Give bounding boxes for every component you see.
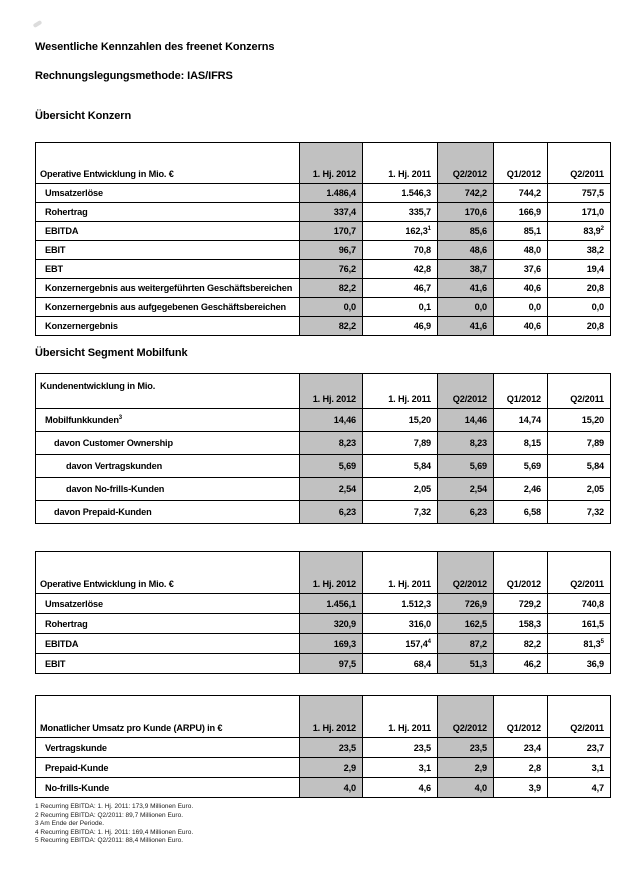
value-cell: 38,2 — [548, 241, 611, 260]
value-cell: 23,5 — [363, 738, 438, 758]
value-cell: 2,9 — [438, 758, 494, 778]
value-cell: 320,9 — [300, 614, 363, 634]
table-header-label: Kundenentwicklung in Mio. — [36, 374, 300, 409]
value-cell: 757,5 — [548, 184, 611, 203]
value-cell: 316,0 — [363, 614, 438, 634]
row-label: davon Vertragskunden — [36, 455, 300, 478]
section-heading-mobilfunk: Übersicht Segment Mobilfunk — [35, 347, 188, 359]
table-row — [36, 594, 611, 614]
value-cell: 8,23 — [438, 432, 494, 455]
row-label: EBITDA — [36, 634, 300, 654]
table-header-label: Operative Entwicklung in Mio. € — [36, 552, 300, 594]
value-cell: 5,69 — [438, 455, 494, 478]
value-cell: 7,89 — [548, 432, 611, 455]
value-cell: 8,15 — [494, 432, 548, 455]
table-row — [36, 614, 611, 634]
table-mobilfunk-arpu — [35, 695, 611, 798]
value-cell: 7,89 — [363, 432, 438, 455]
page-title: Wesentliche Kennzahlen des freenet Konzerns — [35, 41, 275, 53]
table-mobilfunk-kunden — [35, 373, 611, 524]
row-label: Rohertrag — [36, 203, 300, 222]
value-cell: 81,3$^5$ — [548, 634, 611, 654]
value-cell: 3,1 — [548, 758, 611, 778]
value-cell: 166,9 — [494, 203, 548, 222]
value-cell: 46,2 — [494, 654, 548, 674]
table-row — [36, 478, 611, 501]
value-cell: 23,5 — [438, 738, 494, 758]
value-cell: 1.512,3 — [363, 594, 438, 614]
footnote: 3 Am Ende der Periode. — [35, 820, 105, 827]
value-cell: 37,6 — [494, 260, 548, 279]
column-header: Q2/2011 — [548, 374, 611, 409]
value-cell: 0,0 — [300, 298, 363, 317]
value-cell: 23,5 — [300, 738, 363, 758]
column-header: Q2/2011 — [548, 552, 611, 594]
column-header: 1. Hj. 2011 — [363, 374, 438, 409]
table-row — [36, 203, 611, 222]
table-row — [36, 634, 611, 654]
table-row — [36, 184, 611, 203]
table-mobilfunk-operative — [35, 551, 611, 674]
table-row — [36, 455, 611, 478]
column-header: Q2/2012 — [438, 552, 494, 594]
row-label: Konzernergebnis aus aufgegebenen Geschäftsbereichen — [36, 298, 300, 317]
row-label: Umsatzerlöse — [36, 594, 300, 614]
value-cell: 1.486,4 — [300, 184, 363, 203]
value-cell: 4,6 — [363, 778, 438, 798]
row-label: Konzernergebnis — [36, 317, 300, 336]
value-cell: 40,6 — [494, 317, 548, 336]
value-cell: 14,46 — [300, 409, 363, 432]
value-cell: 6,23 — [300, 501, 363, 524]
column-header: Q1/2012 — [494, 143, 548, 184]
value-cell: 46,9 — [363, 317, 438, 336]
value-cell: 2,05 — [363, 478, 438, 501]
footnotes — [35, 803, 612, 846]
table-row — [36, 738, 611, 758]
value-cell: 23,7 — [548, 738, 611, 758]
accounting-method-label: Rechnungslegungsmethode: IAS/IFRS — [35, 70, 233, 82]
value-cell: 36,9 — [548, 654, 611, 674]
value-cell: 96,7 — [300, 241, 363, 260]
value-cell: 5,84 — [548, 455, 611, 478]
row-label: Mobilfunkkunden$^3$ — [36, 409, 300, 432]
table-row — [36, 222, 611, 241]
column-header: Q1/2012 — [494, 374, 548, 409]
value-cell: 51,3 — [438, 654, 494, 674]
value-cell: 337,4 — [300, 203, 363, 222]
value-cell: 0,0 — [548, 298, 611, 317]
value-cell: 3,9 — [494, 778, 548, 798]
value-cell: 4,0 — [438, 778, 494, 798]
column-header: Q2/2012 — [438, 143, 494, 184]
row-label: Umsatzerlöse — [36, 184, 300, 203]
value-cell: 48,6 — [438, 241, 494, 260]
column-header: 1. Hj. 2011 — [363, 552, 438, 594]
value-cell: 171,0 — [548, 203, 611, 222]
value-cell: 48,0 — [494, 241, 548, 260]
column-header: 1. Hj. 2011 — [363, 143, 438, 184]
value-cell: 41,6 — [438, 279, 494, 298]
column-header: Q2/2011 — [548, 143, 611, 184]
value-cell: 14,46 — [438, 409, 494, 432]
table-row — [36, 501, 611, 524]
column-header: 1. Hj. 2011 — [363, 696, 438, 738]
value-cell: 23,4 — [494, 738, 548, 758]
row-label: Rohertrag — [36, 614, 300, 634]
row-label: Prepaid-Kunde — [36, 758, 300, 778]
table-row — [36, 409, 611, 432]
value-cell: 169,3 — [300, 634, 363, 654]
column-header: Q1/2012 — [494, 696, 548, 738]
value-cell: 2,46 — [494, 478, 548, 501]
value-cell: 20,8 — [548, 317, 611, 336]
value-cell: 8,23 — [300, 432, 363, 455]
table-row — [36, 298, 611, 317]
value-cell: 97,5 — [300, 654, 363, 674]
value-cell: 170,6 — [438, 203, 494, 222]
footnote: 5 Recurring EBITDA: Q2/2011: 88,4 Millionen Euro. — [35, 837, 184, 844]
table-row — [36, 317, 611, 336]
value-cell: 14,74 — [494, 409, 548, 432]
table-header-label: Operative Entwicklung in Mio. € — [36, 143, 300, 184]
value-cell: 740,8 — [548, 594, 611, 614]
table-row — [36, 279, 611, 298]
footnote: 1 Recurring EBITDA: 1. Hj. 2011: 173,9 Millionen Euro. — [35, 803, 194, 810]
value-cell: 729,2 — [494, 594, 548, 614]
table-header-row — [36, 696, 611, 738]
value-cell: 15,20 — [363, 409, 438, 432]
value-cell: 82,2 — [494, 634, 548, 654]
value-cell: 40,6 — [494, 279, 548, 298]
table-header-label: Monatlicher Umsatz pro Kunde (ARPU) in € — [36, 696, 300, 738]
row-label: EBIT — [36, 654, 300, 674]
value-cell: 726,9 — [438, 594, 494, 614]
column-header: Q2/2011 — [548, 696, 611, 738]
value-cell: 41,6 — [438, 317, 494, 336]
value-cell: 1.546,3 — [363, 184, 438, 203]
footnote: 2 Recurring EBITDA: Q2/2011: 89,7 Millionen Euro. — [35, 811, 184, 819]
value-cell: 7,32 — [363, 501, 438, 524]
value-cell: 2,8 — [494, 758, 548, 778]
value-cell: 15,20 — [548, 409, 611, 432]
value-cell: 4,7 — [548, 778, 611, 798]
value-cell: 5,84 — [363, 455, 438, 478]
value-cell: 82,2 — [300, 317, 363, 336]
value-cell: 87,2 — [438, 634, 494, 654]
row-label: Vertragskunde — [36, 738, 300, 758]
column-header: Q1/2012 — [494, 552, 548, 594]
value-cell: 742,2 — [438, 184, 494, 203]
value-cell: 6,58 — [494, 501, 548, 524]
value-cell: 2,54 — [438, 478, 494, 501]
value-cell: 20,8 — [548, 279, 611, 298]
value-cell: 85,6 — [438, 222, 494, 241]
row-label: davon No-frills-Kunden — [36, 478, 300, 501]
value-cell: 76,2 — [300, 260, 363, 279]
value-cell: 0,1 — [363, 298, 438, 317]
value-cell: 6,23 — [438, 501, 494, 524]
column-header: Q2/2012 — [438, 374, 494, 409]
row-label: EBITDA — [36, 222, 300, 241]
column-header: Q2/2012 — [438, 696, 494, 738]
table-row — [36, 758, 611, 778]
table-row — [36, 654, 611, 674]
value-cell: 83,9$^2$ — [548, 222, 611, 241]
value-cell: 170,7 — [300, 222, 363, 241]
document-page — [35, 42, 612, 846]
table-konzern-operative — [35, 142, 611, 336]
row-label: davon Customer Ownership — [36, 432, 300, 455]
paper-smudge — [33, 20, 43, 28]
table-row — [36, 241, 611, 260]
value-cell: 46,7 — [363, 279, 438, 298]
column-header: 1. Hj. 2012 — [300, 374, 363, 409]
row-label: EBT — [36, 260, 300, 279]
value-cell: 5,69 — [494, 455, 548, 478]
row-label: Konzernergebnis aus weitergeführten Geschäftsbereichen — [36, 279, 300, 298]
row-label: davon Prepaid-Kunden — [36, 501, 300, 524]
value-cell: 162,3$^1$ — [363, 222, 438, 241]
column-header: 1. Hj. 2012 — [300, 696, 363, 738]
value-cell: 2,05 — [548, 478, 611, 501]
value-cell: 19,4 — [548, 260, 611, 279]
value-cell: 335,7 — [363, 203, 438, 222]
footnote: 4 Recurring EBITDA: 1. Hj. 2011: 169,4 Millionen Euro. — [35, 828, 194, 836]
table-header-row — [36, 552, 611, 594]
value-cell: 2,9 — [300, 758, 363, 778]
value-cell: 70,8 — [363, 241, 438, 260]
value-cell: 3,1 — [363, 758, 438, 778]
table-header-row — [36, 143, 611, 184]
table-row — [36, 260, 611, 279]
column-header: 1. Hj. 2012 — [300, 552, 363, 594]
value-cell: 5,69 — [300, 455, 363, 478]
value-cell: 157,4$^4$ — [363, 634, 438, 654]
value-cell: 1.456,1 — [300, 594, 363, 614]
value-cell: 68,4 — [363, 654, 438, 674]
value-cell: 158,3 — [494, 614, 548, 634]
value-cell: 744,2 — [494, 184, 548, 203]
value-cell: 0,0 — [494, 298, 548, 317]
value-cell: 2,54 — [300, 478, 363, 501]
value-cell: 85,1 — [494, 222, 548, 241]
section-heading-konzern: Übersicht Konzern — [35, 110, 132, 122]
table-row — [36, 778, 611, 798]
table-row — [36, 432, 611, 455]
column-header: 1. Hj. 2012 — [300, 143, 363, 184]
value-cell: 38,7 — [438, 260, 494, 279]
value-cell: 162,5 — [438, 614, 494, 634]
value-cell: 0,0 — [438, 298, 494, 317]
value-cell: 4,0 — [300, 778, 363, 798]
row-label: EBIT — [36, 241, 300, 260]
value-cell: 42,8 — [363, 260, 438, 279]
value-cell: 7,32 — [548, 501, 611, 524]
value-cell: 82,2 — [300, 279, 363, 298]
value-cell: 161,5 — [548, 614, 611, 634]
row-label: No-frills-Kunde — [36, 778, 300, 798]
table-header-row — [36, 374, 611, 409]
